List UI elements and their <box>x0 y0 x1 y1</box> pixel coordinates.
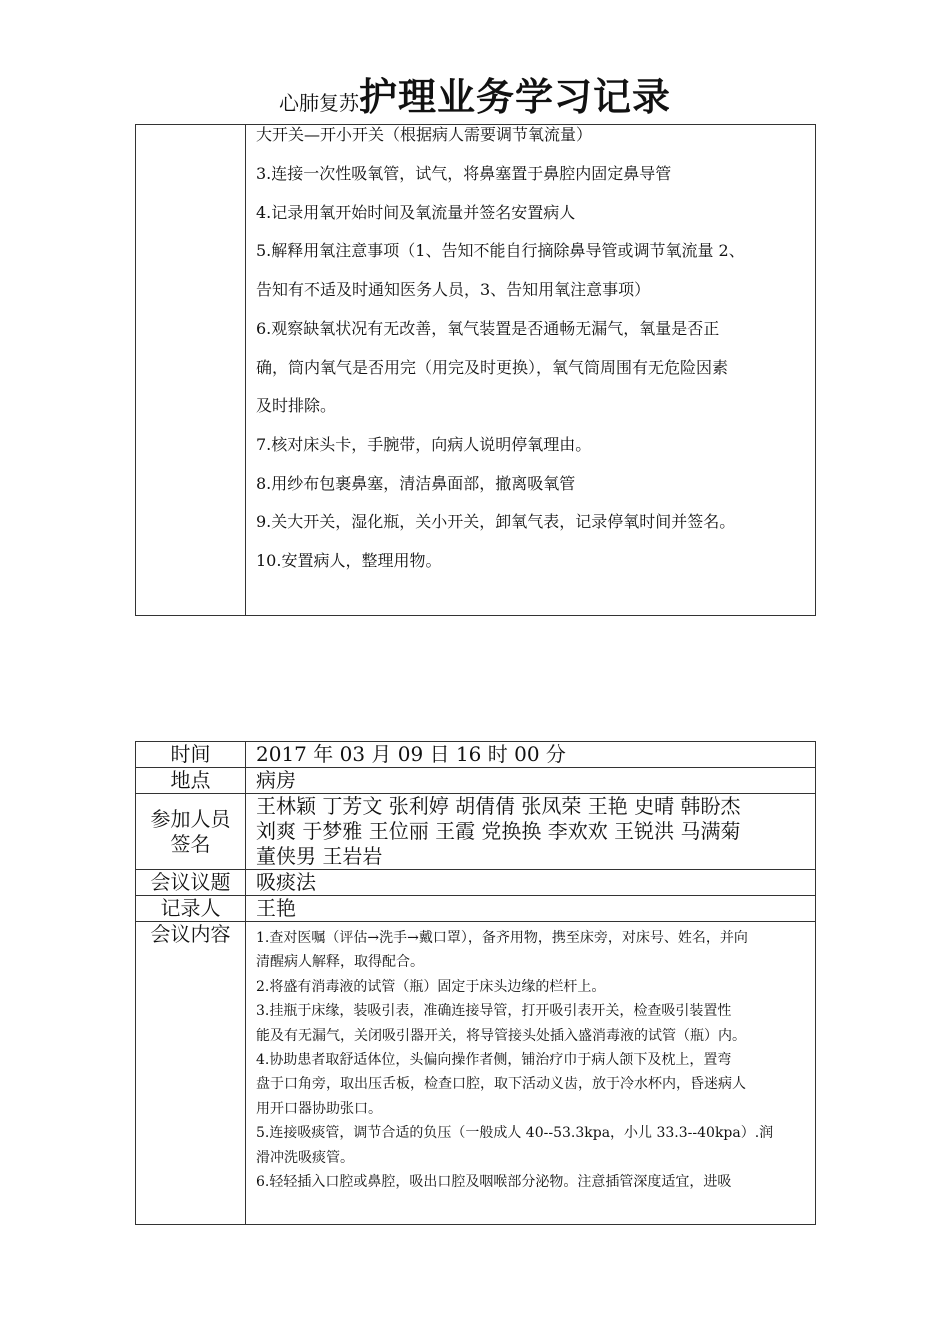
time-value: 2017 年 03 月 09 日 16 时 00 分 <box>246 742 816 768</box>
minutes-line: 3.挂瓶于床缘，装吸引表，准确连接导管，打开吸引表开关，检查吸引装置性 <box>256 1003 732 1020</box>
participants-signatures <box>246 794 816 870</box>
topic-row <box>136 870 816 896</box>
place-label: 地点 <box>136 768 246 794</box>
step-line: 告知有不适及时通知医务人员，3、告知用氧注意事项） <box>256 280 651 300</box>
time-label: 时间 <box>136 742 246 768</box>
minutes-line: 盘于口角旁，取出压舌板，检查口腔，取下活动义齿，放于冷水杯内，昏迷病人 <box>256 1076 746 1093</box>
minutes-line: 清醒病人解释，取得配合。 <box>256 954 424 971</box>
page-title <box>0 66 950 121</box>
minutes-line: 4.协助患者取舒适体位，头偏向操作者侧，铺治疗巾于病人颌下及枕上，置弯 <box>256 1052 732 1069</box>
step-line: 3.连接一次性吸氧管，试气，将鼻塞置于鼻腔内固定鼻导管 <box>256 164 672 183</box>
place-value: 病房 <box>246 768 816 794</box>
content-row <box>136 922 816 1225</box>
minutes-line: 1.查对医嘱（评估→洗手→戴口罩），备齐用物，携至床旁，对床号、姓名，并向 <box>256 930 748 946</box>
content-cell <box>246 922 816 1225</box>
step-line: 10.安置病人，整理用物。 <box>256 551 442 571</box>
participants-line: 董侠男 王岩岩 <box>256 844 383 868</box>
step-line: 及时排除。 <box>256 396 337 416</box>
meeting-record-table <box>135 741 816 1225</box>
participants-row <box>136 794 816 870</box>
participants-line: 刘爽 于梦雅 王位丽 王霞 党换换 李欢欢 王锐洪 马满菊 <box>256 819 741 843</box>
minutes-line: 6.轻轻插入口腔或鼻腔，吸出口腔及咽喉部分泌物。注意插管深度适宜，进吸 <box>256 1174 732 1191</box>
participants-label <box>136 794 246 870</box>
upper-content-cell <box>246 125 816 616</box>
minutes-line: 能及有无漏气，关闭吸引器开关，将导管接头处插入盛消毒液的试管（瓶）内。 <box>256 1027 746 1044</box>
title-topic: 心肺复苏 <box>278 91 359 115</box>
topic-value: 吸痰法 <box>246 870 816 896</box>
time-row <box>136 742 816 768</box>
title-main: 护理业务学习记录 <box>358 75 671 119</box>
recorder-row <box>136 896 816 922</box>
step-line: 确，筒内氧气是否用完（用完及时更换），氧气筒周围有无危险因素 <box>256 357 729 377</box>
minutes-line: 2.将盛有消毒液的试管（瓶）固定于床头边缘的栏杆上。 <box>256 978 606 995</box>
minutes-line: 滑冲洗吸痰管。 <box>256 1149 354 1166</box>
minutes-line: 用开口器协助张口。 <box>256 1100 382 1117</box>
step-line: 4.记录用氧开始时间及氧流量并签名安置病人 <box>256 202 576 222</box>
step-line: 7.核对床头卡，手腕带，向病人说明停氧理由。 <box>256 434 592 454</box>
participants-line: 王林颖 丁芳文 张利婷 胡倩倩 张凤荣 王艳 史晴 韩盼杰 <box>256 794 741 818</box>
upper-left-cell <box>136 125 246 616</box>
minutes-line: 5.连接吸痰管，调节合适的负压（一般成人 40--53.3kpa，小儿 33.3--40kpa）.润 <box>256 1125 774 1142</box>
content-label: 会议内容 <box>136 922 246 1225</box>
step-line: 5.解释用氧注意事项（1、告知不能自行摘除鼻导管或调节氧流量 2、 <box>256 241 745 261</box>
recorder-label: 记录人 <box>136 896 246 922</box>
procedure-steps <box>246 125 815 581</box>
step-line: 6.观察缺氧状况有无改善，氧气装置是否通畅无漏气，氧量是否正 <box>256 318 720 338</box>
meeting-minutes <box>246 922 815 1224</box>
step-line: 8.用纱布包裹鼻塞，清洁鼻面部，撤离吸氧管 <box>256 473 576 493</box>
upper-record-table <box>135 124 816 616</box>
step-line: 大开关—开小开关（根据病人需要调节氧流量） <box>256 125 593 144</box>
recorder-value: 王艳 <box>246 896 816 922</box>
participants-label-line: 参加人员 <box>150 806 231 831</box>
place-row <box>136 768 816 794</box>
participants-label-line: 签名 <box>170 831 211 856</box>
step-line: 9.关大开关，湿化瓶，关小开关，卸氧气表，记录停氧时间并签名。 <box>256 512 736 532</box>
topic-label: 会议议题 <box>136 870 246 896</box>
